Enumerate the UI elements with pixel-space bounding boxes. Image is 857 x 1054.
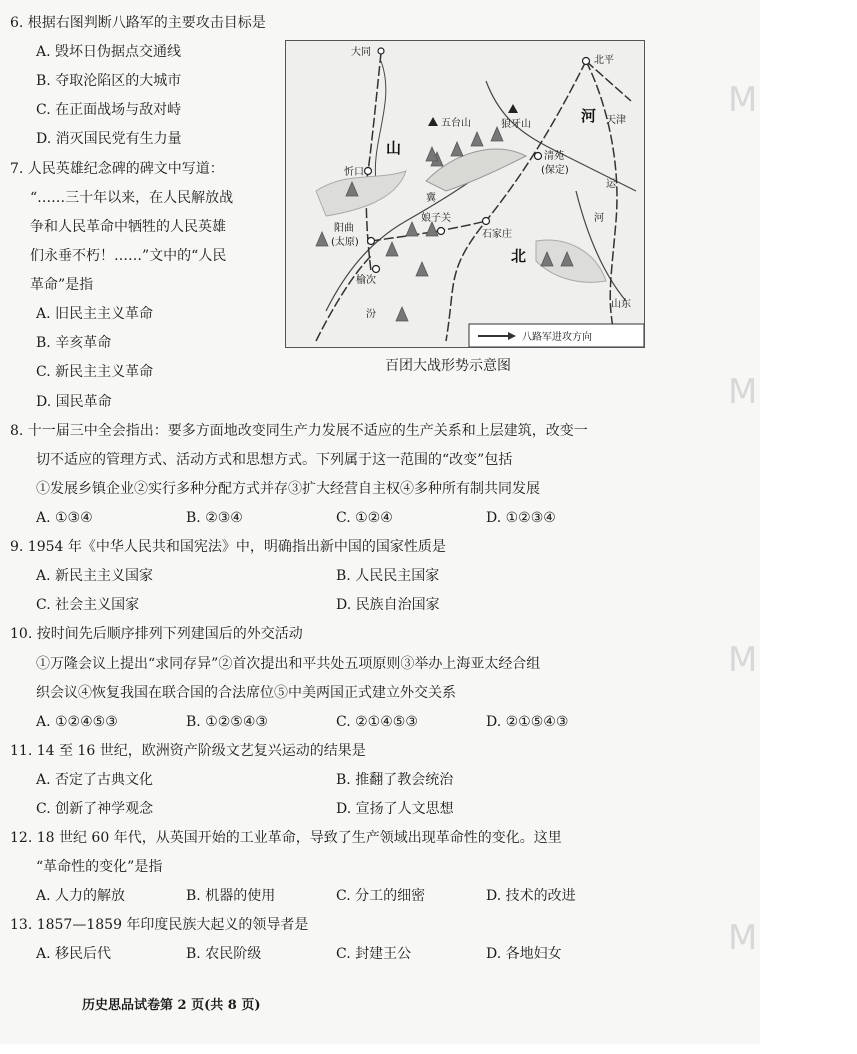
map-label-ji: 冀 (426, 193, 436, 204)
question-10-stem: ①万隆会议上提出“求同存异”②首次提出和平共处五项原则③举办上海亚太经合组 (36, 656, 541, 672)
q11-option-b: B. 推翻了教会统治 (336, 772, 454, 788)
question-13-stem: 13. 1857—1859 年印度民族大起义的领导者是 (10, 917, 309, 933)
map-caption: 百团大战形势示意图 (385, 358, 511, 374)
map-label-bei: 北 (511, 247, 527, 265)
q9-option-d: D. 民族自治国家 (336, 597, 440, 613)
q12-option-a: A. 人力的解放 (36, 888, 126, 904)
map-label-qingyuan: 清苑 (544, 151, 564, 162)
question-12-stem: “革命性的变化”是指 (36, 859, 163, 875)
q7-option-d: D. 国民革命 (36, 394, 112, 410)
q9-option-c: C. 社会主义国家 (36, 597, 140, 613)
map-label-xinkou: 忻口 (344, 167, 364, 178)
question-7-stem: 们永垂不朽！……”文中的“人民 (30, 248, 227, 264)
map-label-he: 河 (581, 107, 597, 125)
watermark: M (728, 80, 754, 120)
battle-map (285, 40, 645, 348)
q7-option-a: A. 旧民主主义革命 (36, 306, 154, 322)
q6-option-c: C. 在正面战场与敌对峙 (36, 102, 182, 118)
q12-option-d: D. 技术的改进 (486, 888, 576, 904)
q11-option-a: A. 否定了古典文化 (36, 772, 154, 788)
q8-option-a: A. ①③④ (36, 510, 93, 526)
map-label-fen: 汾 (366, 309, 376, 320)
question-7-stem: 争和人民革命中牺牲的人民英雄 (30, 219, 226, 235)
question-12-stem: 12. 18 世纪 60 年代，从英国开始的工业革命，导致了生产领域出现革命性的变化。这里 (10, 830, 562, 846)
q13-option-c: C. 封建王公 (336, 946, 412, 962)
q6-option-d: D. 消灭国民党有生力量 (36, 131, 182, 147)
map-legend: 八路军进攻方向 (522, 332, 592, 343)
map-label-baoding: (保定) (541, 165, 569, 176)
q13-option-d: D. 各地妇女 (486, 946, 562, 962)
question-11-stem: 11. 14 至 16 世纪，欧洲资产阶级文艺复兴运动的结果是 (10, 743, 366, 759)
q9-option-a: A. 新民主主义国家 (36, 568, 154, 584)
q6-option-b: B. 夺取沦陷区的大城市 (36, 73, 182, 89)
question-7-stem: 革命”是指 (30, 277, 94, 293)
q13-option-b: B. 农民阶级 (186, 946, 262, 962)
question-8-stem: 切不适应的管理方式、活动方式和思想方式。下列属于这一范围的“改变”包括 (36, 452, 513, 468)
q7-option-c: C. 新民主主义革命 (36, 364, 154, 380)
map-label-beiping: 北平 (594, 55, 614, 66)
map-label-shandong: 山东 (611, 299, 631, 310)
q10-option-d: D. ②①⑤④③ (486, 714, 569, 730)
map-label-langyashan: 狼牙山 (501, 119, 531, 130)
map-label-yangqu: 阳曲 (334, 223, 354, 234)
map-label-tianjin: 天津 (606, 115, 626, 126)
page-footer: 历史思品试卷第 2 页(共 8 页) (82, 998, 261, 1013)
question-8-stem: 8. 十一届三中全会指出：要多方面地改变同生产力发展不适应的生产关系和上层建筑，改变一 (10, 423, 588, 439)
map-label-yun: 运 (606, 179, 616, 190)
q10-option-c: C. ②①④⑤③ (336, 714, 418, 730)
watermark: M (728, 640, 754, 680)
q13-option-a: A. 移民后代 (36, 946, 112, 962)
map-label-datong: 大同 (351, 47, 371, 58)
q10-option-b: B. ①②⑤④③ (186, 714, 268, 730)
map-label-he2: 河 (594, 213, 604, 224)
watermark: M (728, 372, 754, 412)
q7-option-b: B. 辛亥革命 (36, 335, 112, 351)
q6-option-a: A. 毁坏日伪据点交通线 (36, 44, 182, 60)
question-6-stem: 6. 根据右图判断八路军的主要攻击目标是 (10, 15, 266, 31)
map-label-taiyuan: (太原) (331, 237, 359, 248)
q11-option-d: D. 宣扬了人文思想 (336, 801, 454, 817)
page-margin (760, 0, 857, 1054)
q8-option-b: B. ②③④ (186, 510, 243, 526)
q8-option-c: C. ①②④ (336, 510, 393, 526)
watermark: M (728, 918, 754, 958)
q10-option-a: A. ①②④⑤③ (36, 714, 118, 730)
question-9-stem: 9. 1954 年《中华人民共和国宪法》中，明确指出新中国的国家性质是 (10, 539, 446, 555)
q12-option-b: B. 机器的使用 (186, 888, 276, 904)
map-label-yuci: 榆次 (356, 275, 376, 286)
question-7-stem: 7. 人民英雄纪念碑的碑文中写道： (10, 161, 224, 177)
question-10-stem: 织会议④恢复我国在联合国的合法席位⑤中美两国正式建立外交关系 (36, 685, 456, 701)
map-label-niangziguan: 娘子关 (421, 213, 451, 224)
map-label-shijiazhuang: 石家庄 (482, 229, 512, 240)
question-10-stem: 10. 按时间先后顺序排列下列建国后的外交活动 (10, 626, 303, 642)
q9-option-b: B. 人民民主国家 (336, 568, 440, 584)
question-7-stem: “……三十年以来，在人民解放战 (30, 190, 234, 206)
q8-option-d: D. ①②③④ (486, 510, 556, 526)
question-8-stem: ①发展乡镇企业②实行多种分配方式并存③扩大经营自主权④多种所有制共同发展 (36, 481, 540, 497)
q11-option-c: C. 创新了神学观念 (36, 801, 154, 817)
map-label-wutaishan: 五台山 (441, 118, 471, 129)
q12-option-c: C. 分工的细密 (336, 888, 426, 904)
map-label-shan: 山 (386, 139, 402, 157)
